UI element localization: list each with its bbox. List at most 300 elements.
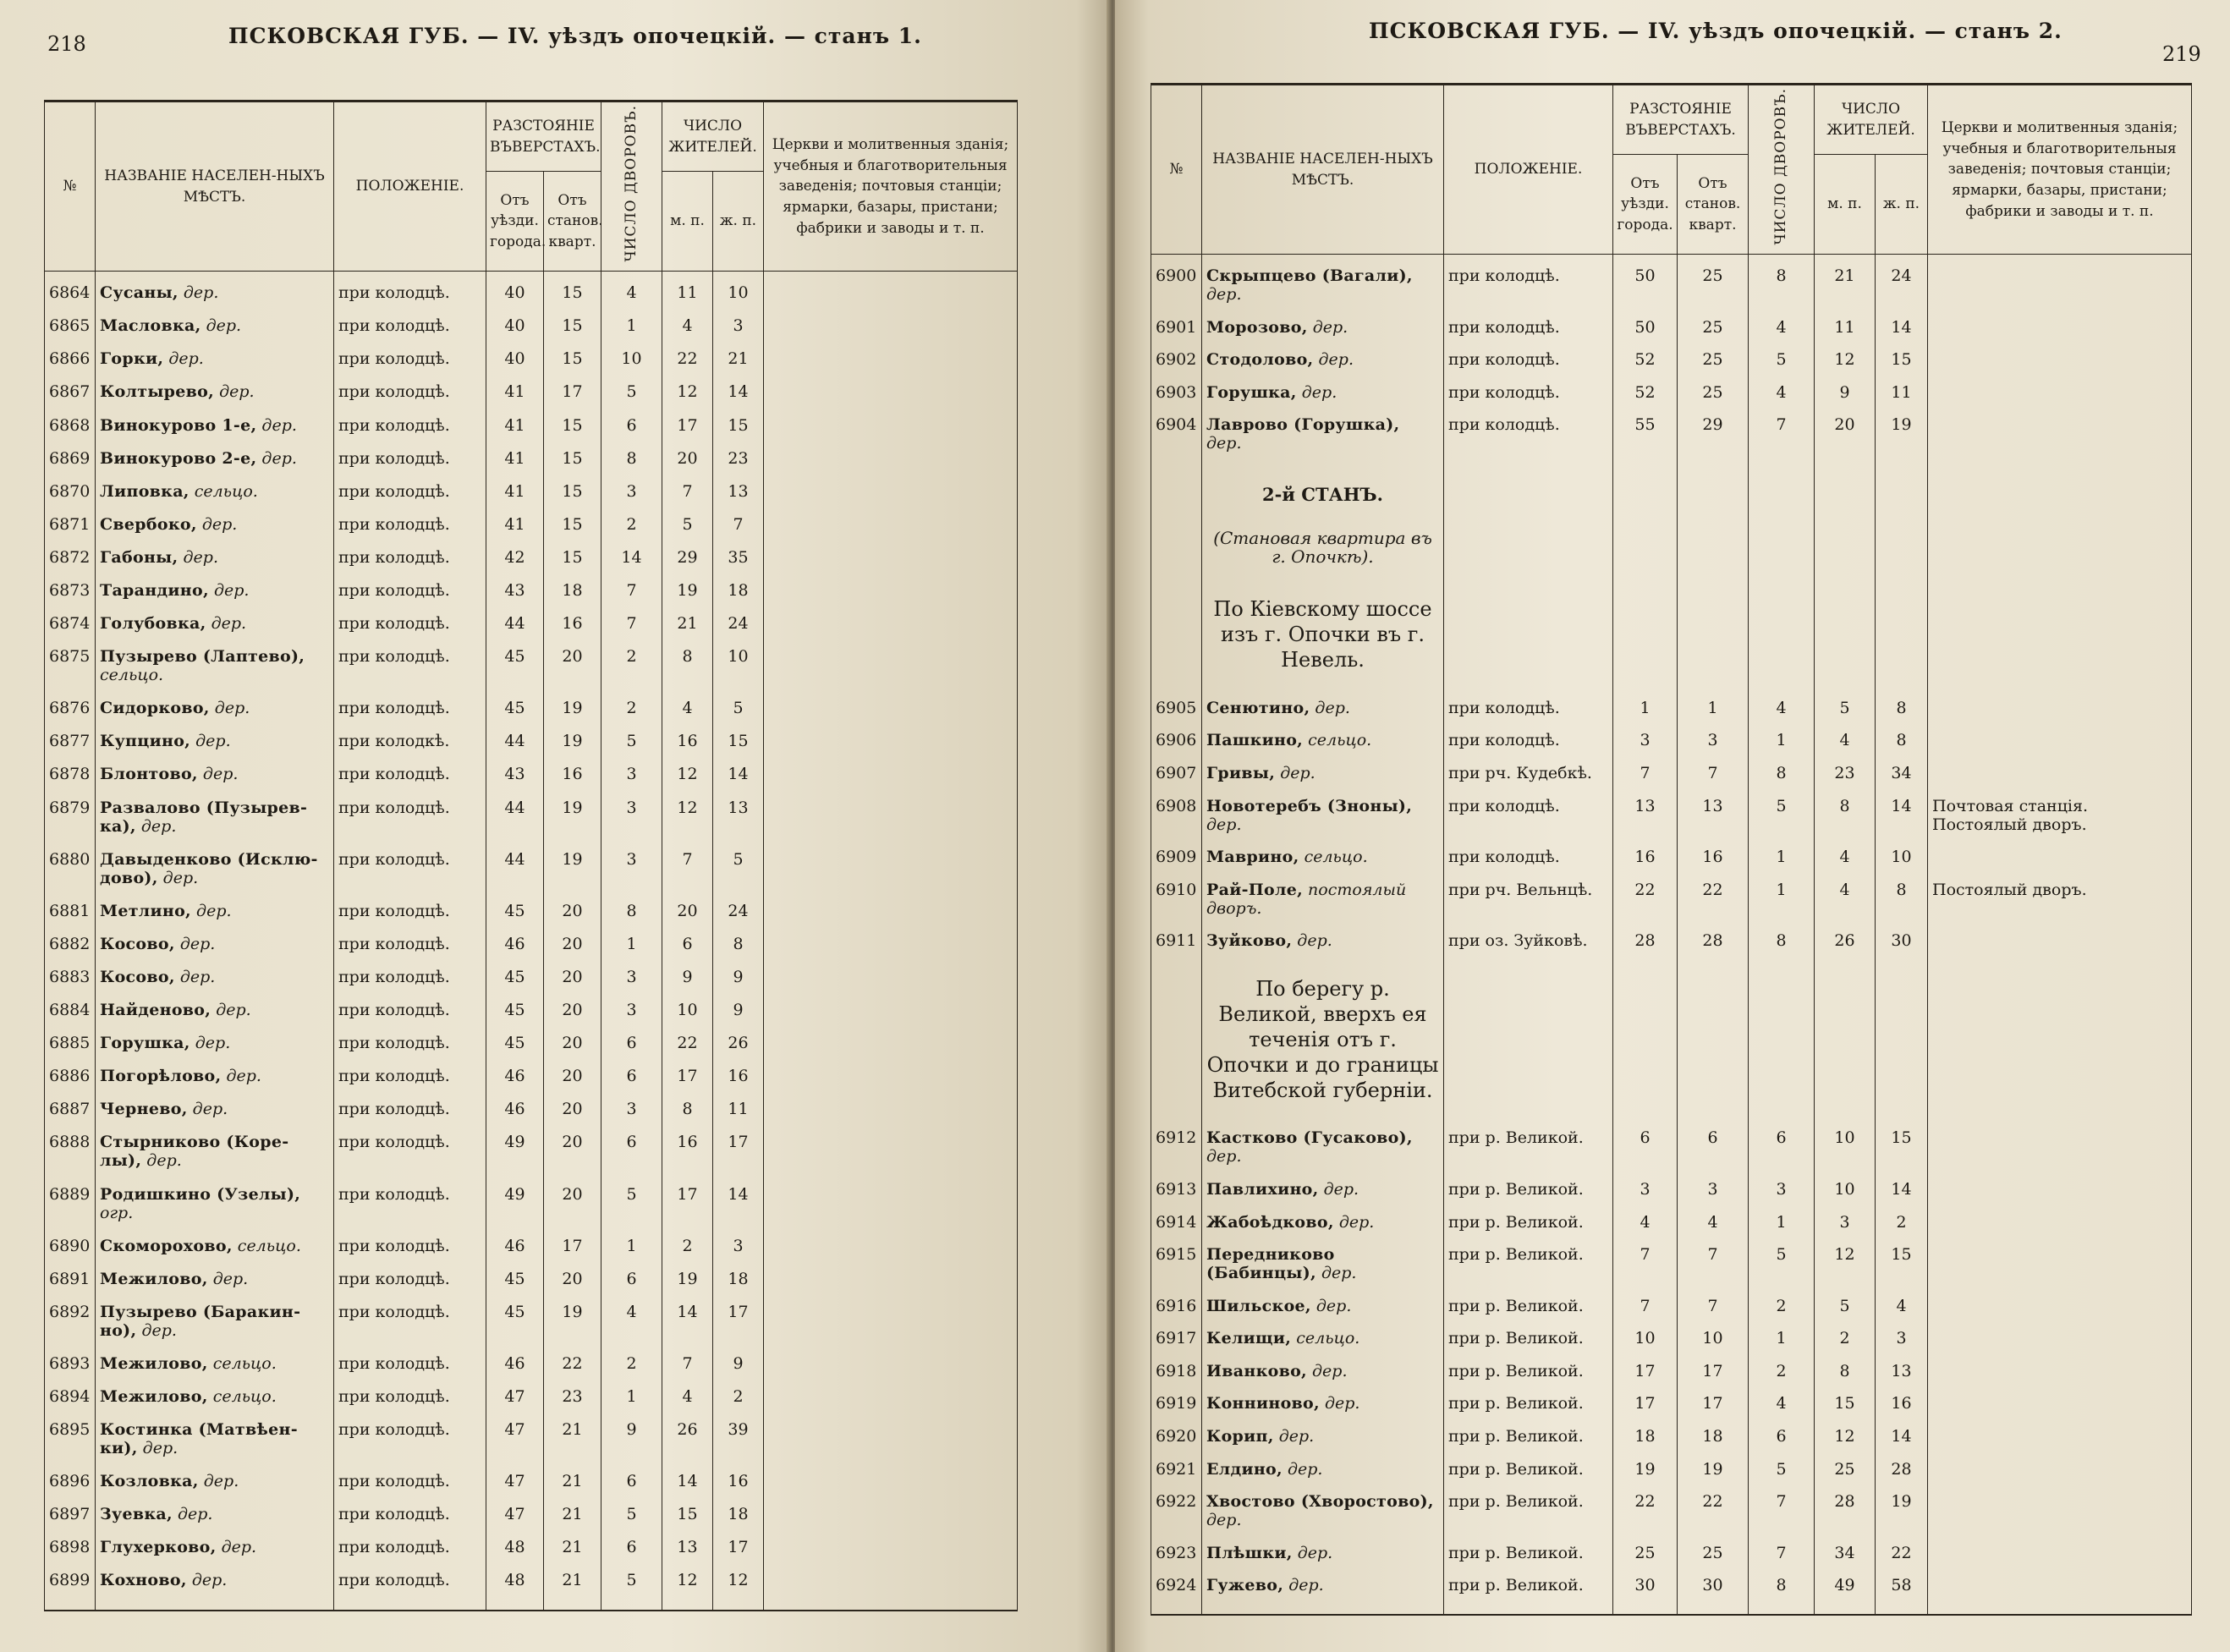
distance-from-town: 47 bbox=[486, 1472, 544, 1505]
male-count: 7 bbox=[662, 850, 713, 902]
yards-count: 2 bbox=[1749, 1297, 1815, 1330]
place-name-cell bbox=[1202, 731, 1444, 764]
place-name-cell bbox=[96, 699, 334, 732]
place-kind: дер. bbox=[177, 1505, 213, 1524]
notes bbox=[1928, 255, 2192, 318]
distance-from-stan: 1 bbox=[1678, 699, 1749, 732]
female-count: 11 bbox=[713, 1100, 764, 1133]
male-count: 17 bbox=[662, 1067, 713, 1100]
empty-cell bbox=[1444, 964, 1613, 1129]
male-count: 10 bbox=[662, 1001, 713, 1034]
male-count: 14 bbox=[662, 1472, 713, 1505]
place-kind: дер. bbox=[168, 349, 204, 369]
distance-from-town: 16 bbox=[1613, 848, 1678, 881]
distance-from-stan: 15 bbox=[544, 449, 601, 482]
distance-from-town: 42 bbox=[486, 548, 544, 581]
place-name: Купцино, bbox=[100, 732, 191, 751]
place-name-cell bbox=[96, 515, 334, 548]
place-kind: дер. bbox=[214, 699, 250, 718]
header-male: м. п. bbox=[1815, 155, 1876, 255]
place-name-cell bbox=[96, 902, 334, 935]
entry-number: 6867 bbox=[45, 382, 96, 415]
distance-from-town: 22 bbox=[1613, 881, 1678, 932]
position: при колодцѣ. bbox=[334, 647, 486, 699]
distance-from-town: 1 bbox=[1613, 699, 1678, 732]
place-name: Чернево, bbox=[100, 1100, 188, 1119]
female-count: 8 bbox=[1876, 731, 1928, 764]
distance-from-stan: 18 bbox=[1678, 1427, 1749, 1460]
entry-number: 6905 bbox=[1151, 699, 1202, 732]
distance-from-stan: 20 bbox=[544, 1067, 601, 1100]
male-count: 8 bbox=[662, 647, 713, 699]
female-count: 14 bbox=[713, 765, 764, 798]
position: при колодцѣ. bbox=[334, 1185, 486, 1237]
distance-from-town: 41 bbox=[486, 382, 544, 415]
female-count: 19 bbox=[1876, 1492, 1928, 1544]
table-row bbox=[1151, 731, 2192, 764]
table-row bbox=[45, 1538, 1018, 1571]
entry-number: 6921 bbox=[1151, 1460, 1202, 1493]
place-name: Липовка, bbox=[100, 481, 189, 501]
table-row bbox=[45, 349, 1018, 382]
place-kind: дер. bbox=[183, 283, 219, 303]
entry-number: 6898 bbox=[45, 1538, 96, 1571]
notes bbox=[764, 1303, 1018, 1354]
yards-count: 5 bbox=[601, 1571, 662, 1610]
distance-from-stan: 20 bbox=[544, 1100, 601, 1133]
header-yards-label: ЧИСЛО ДВОРОВЪ. bbox=[1772, 88, 1790, 245]
male-count: 15 bbox=[1815, 1394, 1876, 1427]
notes bbox=[764, 272, 1018, 317]
distance-from-town: 50 bbox=[1613, 255, 1678, 318]
distance-from-town: 10 bbox=[1613, 1329, 1678, 1362]
place-kind: сельцо. bbox=[1296, 1329, 1360, 1348]
notes: Постоялый дворъ. bbox=[1928, 881, 2192, 932]
distance-from-stan: 15 bbox=[544, 548, 601, 581]
entry-number: 6874 bbox=[45, 614, 96, 647]
table-row bbox=[1151, 318, 2192, 351]
header-yards-label: ЧИСЛО ДВОРОВЪ. bbox=[623, 105, 640, 262]
place-name: Сусаны, bbox=[100, 283, 179, 303]
distance-from-stan: 22 bbox=[1678, 881, 1749, 932]
distance-from-stan: 30 bbox=[1678, 1576, 1749, 1615]
place-name-cell bbox=[96, 1303, 334, 1354]
female-count: 13 bbox=[1876, 1362, 1928, 1395]
yards-count: 6 bbox=[601, 1270, 662, 1303]
male-count: 2 bbox=[662, 1237, 713, 1270]
table-row bbox=[1151, 1427, 2192, 1460]
place-kind: постоялый дворъ. bbox=[1206, 880, 1407, 918]
table-row bbox=[1151, 1180, 2192, 1213]
distance-from-town: 45 bbox=[486, 1001, 544, 1034]
yards-count: 6 bbox=[601, 1067, 662, 1100]
male-count: 21 bbox=[1815, 255, 1876, 318]
distance-from-town: 17 bbox=[1613, 1362, 1678, 1395]
position: при рч. Вельнцѣ. bbox=[1444, 881, 1613, 932]
empty-cell bbox=[1444, 467, 1613, 524]
place-kind: дер. bbox=[1206, 815, 1242, 834]
position: при колодцѣ. bbox=[334, 1067, 486, 1100]
yards-count: 5 bbox=[1749, 350, 1815, 383]
table-row bbox=[45, 1270, 1018, 1303]
place-kind: сельцо. bbox=[212, 1353, 277, 1373]
place-name: Конниново, bbox=[1206, 1394, 1320, 1413]
header-from-stan: Отъ станов. кварт. bbox=[1678, 155, 1749, 255]
notes bbox=[1928, 931, 2192, 964]
distance-from-stan: 20 bbox=[544, 1034, 601, 1067]
place-name: Габоны, bbox=[100, 547, 179, 567]
place-name: Рай-Поле, bbox=[1206, 880, 1303, 899]
male-count: 20 bbox=[1815, 415, 1876, 467]
entry-number: 6913 bbox=[1151, 1180, 1202, 1213]
table-row bbox=[45, 1067, 1018, 1100]
table-row bbox=[45, 647, 1018, 699]
distance-from-stan: 19 bbox=[544, 732, 601, 765]
yards-count: 5 bbox=[601, 1185, 662, 1237]
entry-number: 6870 bbox=[45, 482, 96, 515]
place-name: Межилово, bbox=[100, 1269, 208, 1288]
page-number-right: 219 bbox=[2162, 42, 2201, 66]
place-name-cell bbox=[1202, 1460, 1444, 1493]
distance-from-stan: 25 bbox=[1678, 255, 1749, 318]
table-row bbox=[45, 272, 1018, 317]
place-kind: дер. bbox=[195, 732, 231, 751]
notes bbox=[764, 968, 1018, 1001]
entry-number: 6878 bbox=[45, 765, 96, 798]
place-kind: сельцо. bbox=[237, 1236, 301, 1255]
empty-cell bbox=[1151, 467, 1202, 524]
notes bbox=[1928, 1362, 2192, 1395]
yards-count: 8 bbox=[1749, 764, 1815, 797]
male-count: 8 bbox=[662, 1100, 713, 1133]
yards-count: 1 bbox=[1749, 881, 1815, 932]
place-kind: дер. bbox=[1312, 1361, 1348, 1380]
entry-number: 6909 bbox=[1151, 848, 1202, 881]
female-count: 14 bbox=[713, 1185, 764, 1237]
place-name-cell bbox=[96, 1354, 334, 1387]
table-row bbox=[1151, 415, 2192, 467]
place-name-cell bbox=[96, 349, 334, 382]
place-name-cell bbox=[96, 449, 334, 482]
male-count: 12 bbox=[662, 765, 713, 798]
male-count: 12 bbox=[662, 382, 713, 415]
male-count: 12 bbox=[1815, 350, 1876, 383]
male-count: 10 bbox=[1815, 1180, 1876, 1213]
position: при колодцѣ. bbox=[334, 1001, 486, 1034]
position: при р. Великой. bbox=[1444, 1213, 1613, 1246]
place-name: Пузырево (Баракин-но), bbox=[100, 1302, 301, 1340]
female-count: 15 bbox=[713, 732, 764, 765]
notes bbox=[764, 732, 1018, 765]
place-kind: дер. bbox=[201, 514, 238, 534]
notes bbox=[764, 1185, 1018, 1237]
distance-from-town: 50 bbox=[1613, 318, 1678, 351]
empty-cell bbox=[1749, 467, 1815, 524]
position: при колодцѣ. bbox=[1444, 318, 1613, 351]
distance-from-town: 40 bbox=[486, 272, 544, 317]
place-name-cell bbox=[1202, 1180, 1444, 1213]
table-row bbox=[1151, 383, 2192, 416]
place-kind: дер. bbox=[203, 1472, 239, 1491]
place-name: Винокурово 1-е, bbox=[100, 415, 257, 435]
place-name: Погорѣлово, bbox=[100, 1067, 222, 1086]
position: при колодцѣ. bbox=[334, 850, 486, 902]
header-from-town: Отъ уѣзди. города. bbox=[486, 172, 544, 272]
male-count: 16 bbox=[662, 732, 713, 765]
table-row bbox=[1151, 881, 2192, 932]
place-name: Тарандино, bbox=[100, 581, 209, 601]
place-name: Передниково (Бабинцы), bbox=[1206, 1245, 1335, 1283]
yards-count: 1 bbox=[1749, 1213, 1815, 1246]
distance-from-stan: 20 bbox=[544, 1185, 601, 1237]
male-count: 14 bbox=[662, 1303, 713, 1354]
distance-from-stan: 25 bbox=[1678, 1544, 1749, 1577]
distance-from-stan: 15 bbox=[544, 272, 601, 317]
distance-from-town: 52 bbox=[1613, 383, 1678, 416]
entry-number: 6896 bbox=[45, 1472, 96, 1505]
notes: Почтовая станція. Постоялый дворъ. bbox=[1928, 797, 2192, 848]
position: при колодцѣ. bbox=[334, 799, 486, 850]
distance-from-town: 45 bbox=[486, 1034, 544, 1067]
notes bbox=[764, 449, 1018, 482]
place-kind: дер. bbox=[195, 1034, 231, 1053]
female-count: 58 bbox=[1876, 1576, 1928, 1615]
empty-cell bbox=[1928, 964, 2192, 1129]
position: при колодцѣ. bbox=[334, 614, 486, 647]
male-count: 9 bbox=[662, 968, 713, 1001]
distance-from-stan: 10 bbox=[1678, 1329, 1749, 1362]
female-count: 3 bbox=[713, 316, 764, 349]
place-kind: дер. bbox=[191, 1571, 228, 1590]
distance-from-stan: 25 bbox=[1678, 350, 1749, 383]
entry-number: 6864 bbox=[45, 272, 96, 317]
empty-cell bbox=[1678, 524, 1749, 585]
male-count: 4 bbox=[662, 699, 713, 732]
place-kind: дер. bbox=[146, 1151, 182, 1171]
header-yards bbox=[1749, 85, 1815, 255]
place-name: Масловка, bbox=[100, 316, 201, 336]
distance-from-stan: 21 bbox=[544, 1420, 601, 1472]
distance-from-town: 7 bbox=[1613, 1245, 1678, 1297]
female-count: 10 bbox=[1876, 848, 1928, 881]
male-count: 17 bbox=[662, 1185, 713, 1237]
entry-number: 6886 bbox=[45, 1067, 96, 1100]
position: при колодцѣ. bbox=[334, 272, 486, 317]
section-row bbox=[1151, 964, 2192, 1129]
notes bbox=[1928, 415, 2192, 467]
place-kind: дер. bbox=[179, 934, 216, 953]
empty-cell bbox=[1613, 524, 1678, 585]
table-row bbox=[45, 699, 1018, 732]
header-male: м. п. bbox=[662, 172, 713, 272]
distance-from-town: 17 bbox=[1613, 1394, 1678, 1427]
table-row bbox=[45, 1472, 1018, 1505]
place-name-cell bbox=[1202, 848, 1444, 881]
position: при колодцѣ. bbox=[334, 1354, 486, 1387]
empty-cell bbox=[1876, 524, 1928, 585]
empty-cell bbox=[1749, 964, 1815, 1129]
position: при р. Великой. bbox=[1444, 1180, 1613, 1213]
table-row bbox=[45, 1034, 1018, 1067]
distance-from-stan: 22 bbox=[544, 1354, 601, 1387]
place-name: Винокурово 2-е, bbox=[100, 448, 257, 468]
entry-number: 6892 bbox=[45, 1303, 96, 1354]
notes bbox=[764, 850, 1018, 902]
empty-cell bbox=[1815, 964, 1876, 1129]
position: при колодцѣ. bbox=[1444, 415, 1613, 467]
register-table-right bbox=[1151, 83, 2192, 1616]
distance-from-town: 49 bbox=[486, 1133, 544, 1184]
place-name: Стырниково (Коре-лы), bbox=[100, 1133, 289, 1171]
place-kind: дер. bbox=[226, 1067, 261, 1086]
place-name-cell bbox=[1202, 1362, 1444, 1395]
entry-number: 6875 bbox=[45, 647, 96, 699]
distance-from-town: 30 bbox=[1613, 1576, 1678, 1615]
header-female: ж. п. bbox=[1876, 155, 1928, 255]
distance-from-stan: 15 bbox=[544, 349, 601, 382]
entry-number: 6873 bbox=[45, 581, 96, 614]
position: при колодцѣ. bbox=[334, 1387, 486, 1420]
yards-count: 1 bbox=[1749, 731, 1815, 764]
section-row bbox=[1151, 524, 2192, 585]
distance-from-stan: 13 bbox=[1678, 797, 1749, 848]
yards-count: 7 bbox=[1749, 1544, 1815, 1577]
place-kind: дер. bbox=[1206, 434, 1242, 453]
male-count: 5 bbox=[662, 515, 713, 548]
yards-count: 1 bbox=[601, 316, 662, 349]
header-no: № bbox=[45, 102, 96, 272]
female-count: 18 bbox=[713, 1270, 764, 1303]
yards-count: 2 bbox=[1749, 1362, 1815, 1395]
female-count: 17 bbox=[713, 1303, 764, 1354]
distance-from-town: 41 bbox=[486, 416, 544, 449]
position: при колодцѣ. bbox=[334, 935, 486, 968]
distance-from-town: 13 bbox=[1613, 797, 1678, 848]
place-kind: дер. bbox=[196, 901, 232, 920]
yards-count: 8 bbox=[601, 449, 662, 482]
yards-count: 5 bbox=[1749, 797, 1815, 848]
place-name-cell bbox=[1202, 350, 1444, 383]
yards-count: 3 bbox=[1749, 1180, 1815, 1213]
header-name: НАЗВАНІЕ НАСЕЛЕН-НЫХЪ МѢСТЪ. bbox=[1202, 85, 1444, 255]
place-name: Кастково (Гусаково), bbox=[1206, 1128, 1413, 1148]
table-row bbox=[1151, 764, 2192, 797]
female-count: 5 bbox=[713, 699, 764, 732]
place-name: Горки, bbox=[100, 349, 164, 369]
entry-number: 6897 bbox=[45, 1505, 96, 1538]
notes bbox=[764, 614, 1018, 647]
position: при колодцѣ. bbox=[1444, 255, 1613, 318]
female-count: 2 bbox=[713, 1387, 764, 1420]
distance-from-town: 44 bbox=[486, 732, 544, 765]
header-name: НАЗВАНІЕ НАСЕЛЕН-НЫХЪ МѢСТЪ. bbox=[96, 102, 334, 272]
female-count: 3 bbox=[713, 1237, 764, 1270]
section-quarters: (Становая квартира въ г. Опочкѣ). bbox=[1202, 524, 1444, 585]
male-count: 3 bbox=[1815, 1213, 1876, 1246]
place-kind: дер. bbox=[1315, 698, 1350, 717]
place-name-cell bbox=[96, 935, 334, 968]
place-kind: дер. bbox=[1297, 1543, 1333, 1562]
position: при р. Великой. bbox=[1444, 1297, 1613, 1330]
place-name: Морозово, bbox=[1206, 317, 1308, 337]
position: при колодцѣ. bbox=[334, 1270, 486, 1303]
place-kind: дер. bbox=[206, 316, 242, 336]
place-kind: дер. bbox=[183, 547, 218, 567]
position: при оз. Зуйковѣ. bbox=[1444, 931, 1613, 964]
notes bbox=[764, 581, 1018, 614]
place-kind: дер. bbox=[261, 448, 297, 468]
place-name: Гривы, bbox=[1206, 763, 1276, 782]
female-count: 17 bbox=[713, 1133, 764, 1184]
place-name: Лаврово (Горушка), bbox=[1206, 415, 1400, 435]
position: при колодцѣ. bbox=[334, 1303, 486, 1354]
yards-count: 3 bbox=[601, 482, 662, 515]
section-route-velikaya: По берегу р. Великой, вверхъ ея теченія отъ г. Опочки и до границы Витебской губерніи. bbox=[1202, 964, 1444, 1129]
place-name-cell bbox=[96, 316, 334, 349]
place-kind: дер. bbox=[141, 1320, 177, 1340]
position: при колодцѣ. bbox=[334, 1133, 486, 1184]
table-row bbox=[45, 1571, 1018, 1610]
female-count: 12 bbox=[713, 1571, 764, 1610]
yards-count: 8 bbox=[1749, 255, 1815, 318]
male-count: 8 bbox=[1815, 797, 1876, 848]
table-row bbox=[45, 1100, 1018, 1133]
entry-number: 6883 bbox=[45, 968, 96, 1001]
notes bbox=[764, 1505, 1018, 1538]
distance-from-town: 40 bbox=[486, 316, 544, 349]
male-count: 9 bbox=[1815, 383, 1876, 416]
place-kind: сельцо. bbox=[212, 1386, 277, 1406]
place-name: Пузырево (Лаптево), bbox=[100, 647, 305, 667]
distance-from-town: 6 bbox=[1613, 1128, 1678, 1180]
entry-number: 6908 bbox=[1151, 797, 1202, 848]
place-name: Скоморохово, bbox=[100, 1236, 233, 1255]
table-row bbox=[1151, 1576, 2192, 1615]
place-name: Шильское, bbox=[1206, 1296, 1311, 1315]
place-kind: дер. bbox=[1301, 382, 1337, 402]
place-name: Корип, bbox=[1206, 1427, 1274, 1446]
position: при колодцѣ. bbox=[334, 1538, 486, 1571]
male-count: 22 bbox=[662, 349, 713, 382]
distance-from-stan: 20 bbox=[544, 1270, 601, 1303]
place-kind: дер. bbox=[216, 1001, 251, 1020]
male-count: 10 bbox=[1815, 1128, 1876, 1180]
female-count: 3 bbox=[1876, 1329, 1928, 1362]
distance-from-stan: 17 bbox=[1678, 1362, 1749, 1395]
male-count: 7 bbox=[662, 482, 713, 515]
place-name: Жабоѣдково, bbox=[1206, 1212, 1334, 1232]
place-name-cell bbox=[1202, 1128, 1444, 1180]
male-count: 2 bbox=[1815, 1329, 1876, 1362]
table-row bbox=[45, 1354, 1018, 1387]
female-count: 15 bbox=[1876, 1128, 1928, 1180]
yards-count: 6 bbox=[601, 416, 662, 449]
table-row bbox=[1151, 931, 2192, 964]
female-count: 15 bbox=[713, 416, 764, 449]
distance-from-town: 46 bbox=[486, 1100, 544, 1133]
distance-from-stan: 18 bbox=[544, 581, 601, 614]
header-from-stan: Отъ станов. кварт. bbox=[544, 172, 601, 272]
yards-count: 2 bbox=[601, 647, 662, 699]
yards-count: 7 bbox=[601, 614, 662, 647]
place-name-cell bbox=[96, 1571, 334, 1610]
empty-cell bbox=[1876, 585, 1928, 699]
male-count: 22 bbox=[662, 1034, 713, 1067]
entry-number: 6910 bbox=[1151, 881, 1202, 932]
place-kind: дер. bbox=[1206, 1511, 1242, 1530]
male-count: 4 bbox=[1815, 848, 1876, 881]
position: при р. Великой. bbox=[1444, 1128, 1613, 1180]
